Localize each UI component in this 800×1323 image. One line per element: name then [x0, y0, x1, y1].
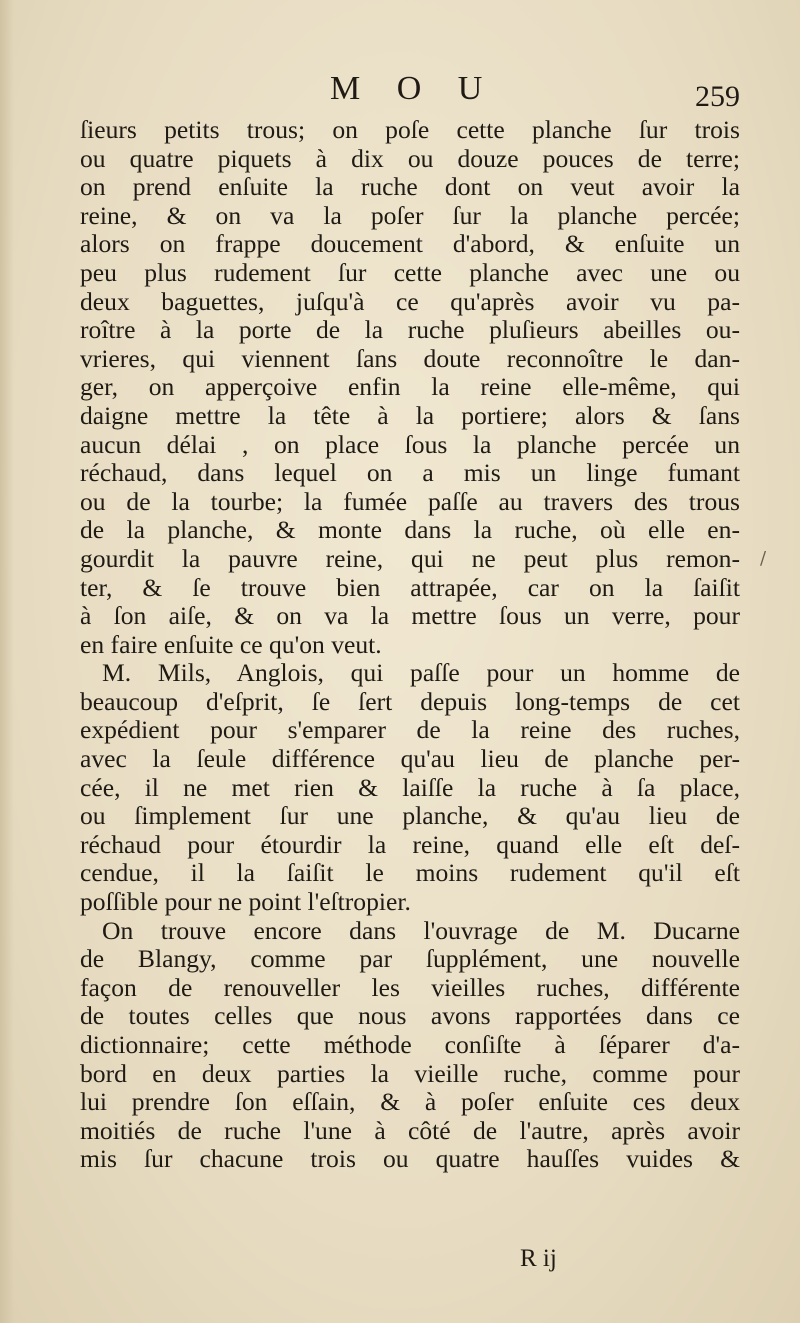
text-line: alors on frappe doucement d'abord, & enſuite un [80, 230, 740, 259]
text-line: deux baguettes, juſqu'à ce qu'après avoir vu pa- [80, 287, 740, 316]
text-line: peu plus rudement ſur cette planche avec une ou [80, 258, 740, 287]
signature-mark: R ij [520, 1245, 557, 1272]
text-line: bord en deux parties la vieille ruche, comme pour [80, 1059, 740, 1088]
text-line: cendue, il la ſaiſit le moins rudement qu'il eſt [80, 859, 740, 888]
text-line: beaucoup d'eſprit, ſe ſert depuis long-temps de cet [80, 687, 740, 716]
text-line: ſieurs petits trous; on poſe cette planche ſur trois [80, 116, 740, 144]
text-line: vrieres, qui viennent ſans doute reconnoître le dan- [80, 344, 740, 373]
text-line: de Blangy, comme par ſupplément, une nouvelle [80, 945, 740, 974]
text-line: lui prendre ſon eſſain, & à poſer enſuite ces deux [80, 1088, 740, 1117]
text-line: à ſon aiſe, & on va la mettre ſous un verre, pour [80, 602, 740, 631]
running-head: M O U [330, 70, 497, 107]
text-line: aucun délai , on place ſous la planche percée un [80, 430, 740, 459]
text-line: de la planche, & monte dans la ruche, où elle en- [80, 516, 740, 545]
text-line: dictionnaire; cette méthode conſiſte à ſéparer d'a- [80, 1031, 740, 1059]
page-edge-shadow [0, 0, 14, 1323]
text-line: poſſible pour ne point l'eſtropier. [80, 888, 411, 917]
text-line: reine, & on va la poſer ſur la planche percée; [80, 201, 740, 230]
text-line: roître à la porte de la ruche pluſieurs abeilles ou- [80, 316, 740, 345]
text-line: ger, on apperçoive enfin la reine elle-même, qui [80, 373, 740, 402]
text-line: expédient pour s'emparer de la reine des ruches, [80, 716, 740, 745]
text-line: en faire enſuite ce qu'on veut. [80, 630, 382, 659]
text-line: réchaud, dans lequel on a mis un linge fumant [80, 459, 740, 488]
text-line: réchaud pour étourdir la reine, quand elle eſt deſ- [80, 830, 740, 859]
text-line: On trouve encore dans l'ouvrage de M. Ducarne [102, 916, 740, 945]
body-text [80, 116, 740, 1174]
text-line: mis ſur chacune trois ou quatre hauſſes vuides & [80, 1145, 740, 1174]
text-line: M. Mils, Anglois, qui paſſe pour un homme de [102, 659, 740, 688]
text-line: ter, & ſe trouve bien attrapée, car on la ſaiſit [80, 573, 740, 602]
text-line: cée, il ne met rien & laiſſe la ruche à ſa place, [80, 773, 740, 802]
text-line: daigne mettre la tête à la portiere; alors & ſans [80, 401, 740, 430]
text-line: ou quatre piquets à dix ou douze pouces de terre; [80, 144, 740, 173]
text-line: façon de renouveller les vieilles ruches, différente [80, 973, 740, 1002]
text-line: on prend enſuite la ruche dont on veut avoir la [80, 173, 740, 202]
text-line: moitiés de ruche l'une à côté de l'autre, après avoir [80, 1116, 740, 1145]
text-line: gourdit la pauvre reine, qui ne peut plus remon- [80, 544, 740, 573]
page-number: 259 [695, 80, 740, 113]
text-line: de toutes celles que nous avons rapportées dans ce [80, 1002, 740, 1031]
text-line: ou de la tourbe; la fumée paſſe au travers des trous [80, 487, 740, 516]
text-line: avec la ſeule différence qu'au lieu de planche per- [80, 745, 740, 774]
margin-mark: / [760, 548, 767, 569]
text-line: ou ſimplement ſur une planche, & qu'au lieu de [80, 802, 740, 831]
page-header [80, 70, 740, 120]
